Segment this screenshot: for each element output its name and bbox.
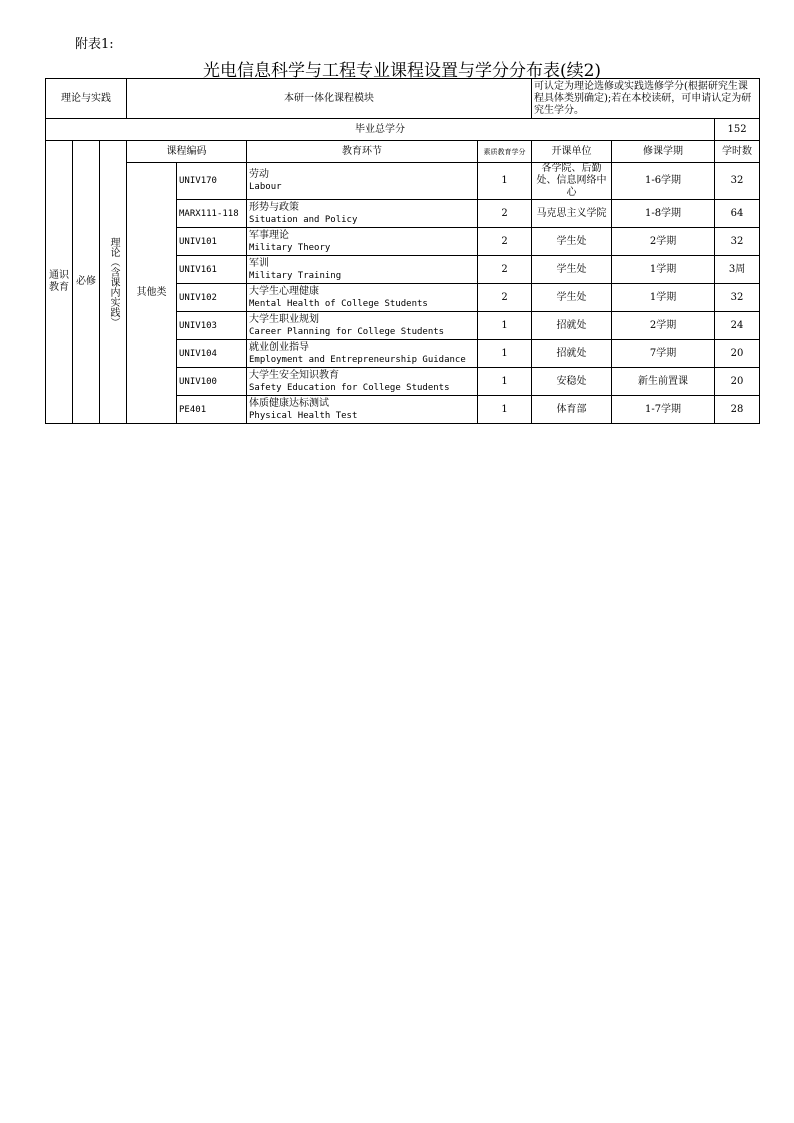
- module-header: 本研一体化课程模块: [127, 79, 532, 119]
- category-header: 理论与实践: [46, 79, 127, 119]
- course-name: [247, 368, 478, 396]
- credit-value: 1: [478, 368, 532, 396]
- table-row: [46, 163, 760, 200]
- semester: 2学期: [612, 228, 715, 256]
- total-credits-value: 152: [715, 119, 760, 141]
- semester: 新生前置课: [612, 368, 715, 396]
- course-code: PE401: [177, 396, 247, 424]
- theory-group-cell: [100, 141, 127, 424]
- hours: 32: [715, 284, 760, 312]
- credit-value: 1: [478, 312, 532, 340]
- recognition-note: 可认定为理论选修或实践选修学分(根据研究生课程具体类别确定);若在本校读研，可申请认定为研究生学分。: [532, 79, 760, 119]
- other-group-cell: 其他类: [127, 163, 177, 424]
- col-header-dept: 开课单位: [532, 141, 612, 163]
- course-name-en: Mental Health of College Students: [249, 298, 428, 309]
- course-name-cn: 体质健康达标测试: [249, 397, 330, 409]
- course-name-en: Military Training: [249, 270, 342, 281]
- credit-value: 2: [478, 228, 532, 256]
- course-name: [247, 256, 478, 284]
- course-name: [247, 228, 478, 256]
- col-header-course: 教育环节: [247, 141, 478, 163]
- department: 安稳处: [532, 368, 612, 396]
- course-name-en: Physical Health Test: [249, 410, 358, 421]
- semester: 1学期: [612, 256, 715, 284]
- col-header-semester: 修课学期: [612, 141, 715, 163]
- course-name-cn: 军事理论: [249, 229, 290, 241]
- course-name: [247, 200, 478, 228]
- department: 马克思主义学院: [532, 200, 612, 228]
- hours: 64: [715, 200, 760, 228]
- course-code: UNIV100: [177, 368, 247, 396]
- course-name-cn: 就业创业指导: [249, 341, 310, 353]
- semester: 1-6学期: [612, 163, 715, 200]
- hours: 20: [715, 368, 760, 396]
- course-name-en: Career Planning for College Students: [249, 326, 445, 337]
- course-name-en: Safety Education for College Students: [249, 382, 450, 393]
- credit-value: 1: [478, 396, 532, 424]
- course-name-en: Situation and Policy: [249, 214, 358, 225]
- course-table: [45, 78, 760, 424]
- hours: 3周: [715, 256, 760, 284]
- course-code: UNIV170: [177, 163, 247, 200]
- semester: 1-8学期: [612, 200, 715, 228]
- appendix-label: 附表1:: [75, 37, 114, 52]
- course-name-en: Labour: [249, 182, 282, 192]
- course-code: UNIV103: [177, 312, 247, 340]
- course-code: UNIV101: [177, 228, 247, 256]
- col-header-code: 课程编码: [127, 141, 247, 163]
- total-credits-row: [46, 119, 760, 141]
- table-body: [46, 79, 760, 424]
- department: 招就处: [532, 340, 612, 368]
- course-name: [247, 284, 478, 312]
- credit-value: 2: [478, 200, 532, 228]
- hours: 20: [715, 340, 760, 368]
- course-name-cn: 劳动: [249, 169, 270, 180]
- col-header-hours: 学时数: [715, 141, 760, 163]
- col-header-credit: 素质教育学分: [478, 141, 532, 163]
- document-title: 光电信息科学与工程专业课程设置与学分分布表(续2): [202, 61, 602, 81]
- course-name-cn: 军训: [249, 257, 270, 269]
- header-note-row: [46, 79, 760, 119]
- hours: 24: [715, 312, 760, 340]
- department: 学生处: [532, 284, 612, 312]
- course-name: [247, 163, 478, 200]
- course-name-en: Employment and Entrepreneurship Guidance: [249, 354, 466, 365]
- semester: 7学期: [612, 340, 715, 368]
- credit-value: 1: [478, 340, 532, 368]
- education-group-cell: 通识教育: [46, 141, 73, 424]
- semester: 2学期: [612, 312, 715, 340]
- course-code: UNIV161: [177, 256, 247, 284]
- course-name-cn: 大学生职业规划: [249, 313, 320, 325]
- department: 体育部: [532, 396, 612, 424]
- course-name: [247, 396, 478, 424]
- credit-value: 2: [478, 284, 532, 312]
- hours: 28: [715, 396, 760, 424]
- theory-group-label: 理论（含课内实践）: [108, 237, 119, 327]
- hours: 32: [715, 228, 760, 256]
- semester: 1-7学期: [612, 396, 715, 424]
- department: 各学院、后勤处、信息网络中心: [532, 163, 612, 200]
- course-code: MARX111-118: [177, 200, 247, 228]
- department: 学生处: [532, 228, 612, 256]
- course-name-cn: 大学生安全知识教育: [249, 369, 340, 381]
- semester: 1学期: [612, 284, 715, 312]
- credit-value: 2: [478, 256, 532, 284]
- course-name: [247, 312, 478, 340]
- course-name-en: Military Theory: [249, 242, 331, 253]
- course-code: UNIV104: [177, 340, 247, 368]
- column-header-row: [46, 141, 760, 163]
- course-name-cn: 形势与政策: [249, 201, 300, 213]
- hours: 32: [715, 163, 760, 200]
- department: 学生处: [532, 256, 612, 284]
- course-name: [247, 340, 478, 368]
- course-name-cn: 大学生心理健康: [249, 285, 320, 297]
- total-credits-label: 毕业总学分: [46, 119, 715, 141]
- course-code: UNIV102: [177, 284, 247, 312]
- credit-value: 1: [478, 163, 532, 200]
- required-group-cell: 必修: [73, 141, 100, 424]
- department: 招就处: [532, 312, 612, 340]
